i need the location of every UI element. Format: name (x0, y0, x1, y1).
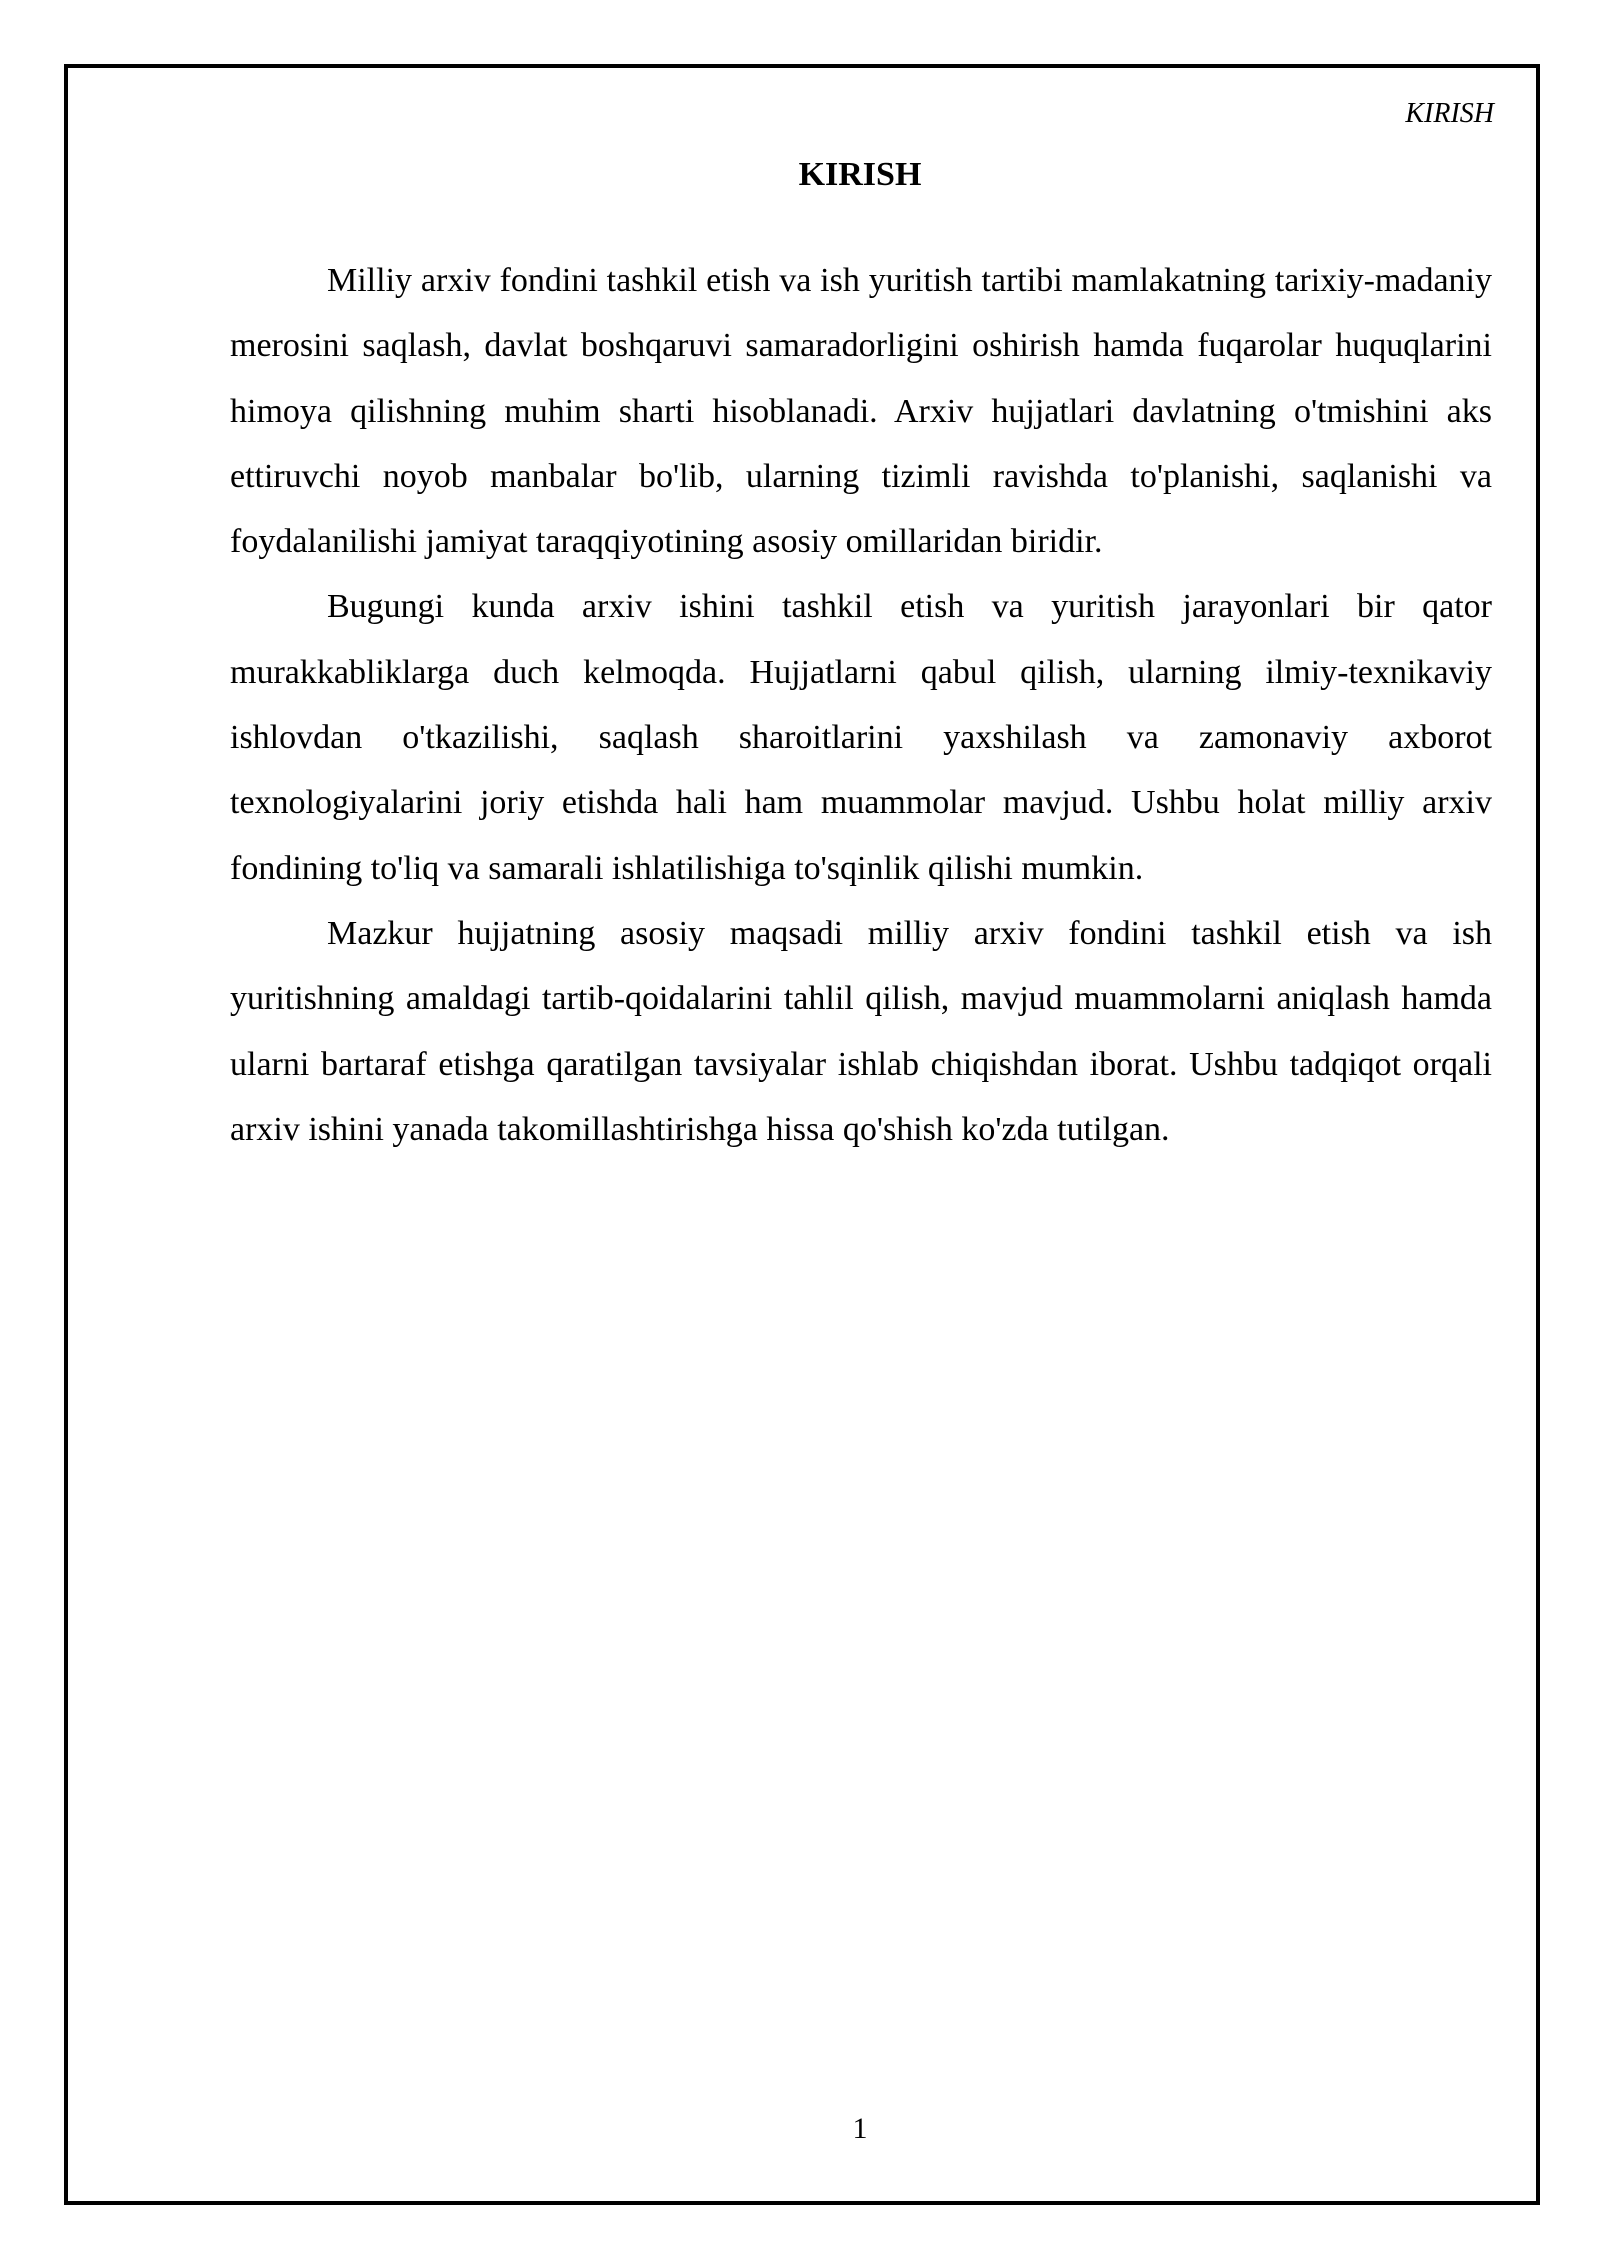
page-number: 1 (852, 2112, 868, 2145)
page-title: KIRISH (798, 156, 922, 193)
paragraph: Bugungi kunda arxiv ishini tashkil etish va yuritish jarayonlari bir qator murakkabliklarga duch kelmoqda. Hujjatlarni qabul qilish, ularning ilmiy-texnikaviy ishlovdan o'tkazilishi, saqlash sharoitlarini yaxshilash va zamonaviy axborot texnologiyalarini joriy etishda hali ham muammolar mavjud. Ushbu holat milliy arxiv fondining to'liq va samarali ishlatilishiga to'sqinlik qilishi mumkin. (230, 588, 1492, 887)
running-header: KIRISH (1405, 98, 1494, 129)
paragraph: Milliy arxiv fondini tashkil etish va ish yuritish tartibi mamlakatning tarixiy-madaniy merosini saqlash, davlat boshqaruvi samaradorligini oshirish hamda fuqarolar huquqlarini himoya qilishning muhim sharti hisoblanadi. Arxiv hujjatlari davlatning o'tmishini aks ettiruvchi noyob manbalar bo'lib, ularning tizimli ravishda to'planishi, saqlanishi va foydalanilishi jamiyat taraqqiyotining asosiy omillaridan biridir. (230, 262, 1492, 561)
paragraph: Mazkur hujjatning asosiy maqsadi milliy arxiv fondini tashkil etish va ish yuritishning amaldagi tartib-qoidalarini tahlil qilish, mavjud muammolarni aniqlash hamda ularni bartaraf etishga qaratilgan tavsiyalar ishlab chiqishdan iborat. Ushbu tadqiqot orqali arxiv ishini yanada takomillashtirishga hissa qo'shish ko'zda tutilgan. (230, 914, 1492, 1148)
document-body (230, 248, 1492, 1162)
